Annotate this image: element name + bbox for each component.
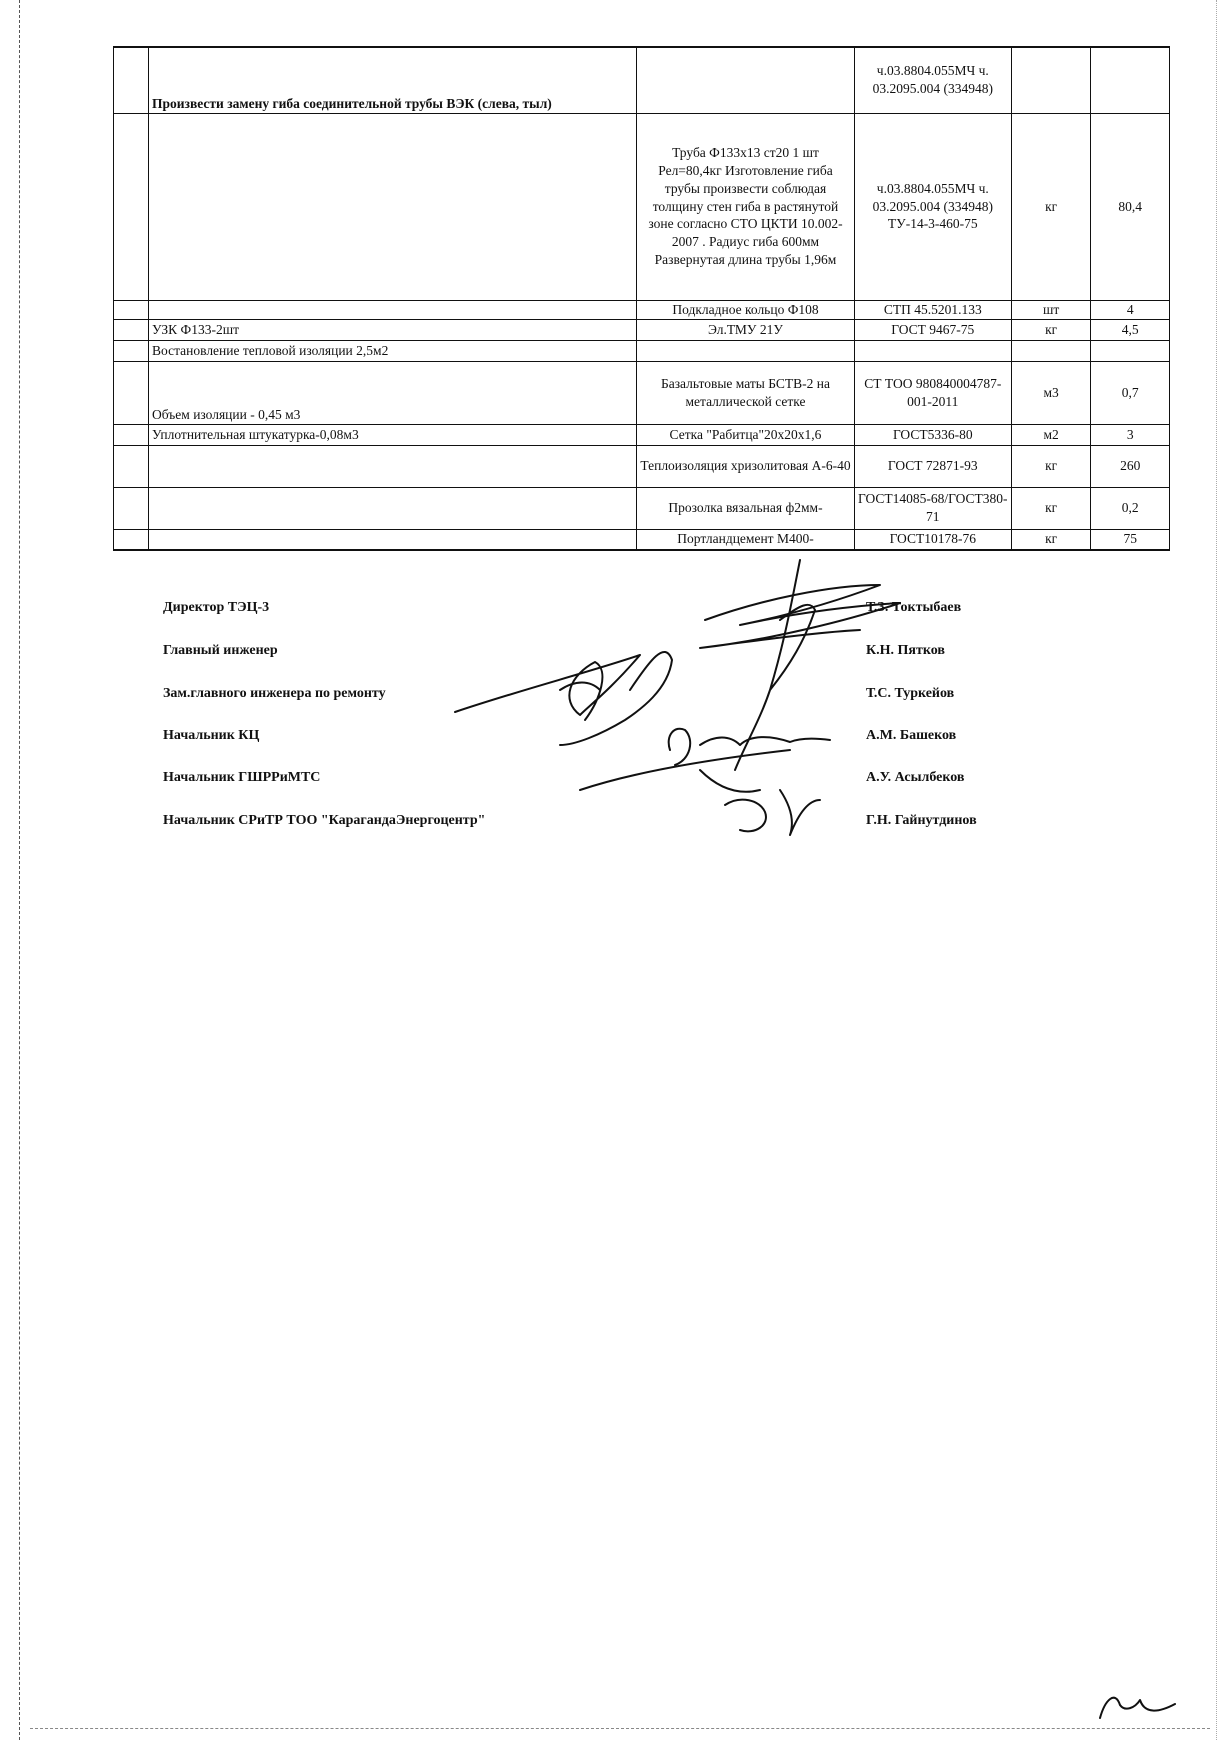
row-number [114,361,149,424]
signature-row [163,728,1013,752]
work-description: Произвести замену гиба соединительной трубы ВЭК (слева, тыл) [149,47,637,113]
table-row [114,113,1170,300]
normative-document: ч.03.8804.055МЧ ч. 03.2095.004 (334948) ТУ-14-3-460-75 [854,113,1011,300]
normative-document: ГОСТ14085-68/ГОСТ380-71 [854,487,1011,529]
material [637,340,855,361]
table-row [114,487,1170,529]
row-number [114,529,149,550]
work-description [149,300,637,319]
signer-name: Т.З. Токтыбаев [866,600,962,615]
unit: кг [1011,319,1091,340]
material: Сетка "Рабитца"20х20х1,6 [637,424,855,445]
signer-role: Начальник КЦ [163,728,260,743]
unit: шт [1011,300,1091,319]
material [637,47,855,113]
material: Подкладное кольцо Ф108 [637,300,855,319]
signer-role: Начальник ГШРРиМТС [163,770,321,785]
normative-document: ГОСТ10178-76 [854,529,1011,550]
material: Теплоизоляция хризолитовая А-6-40 [637,445,855,487]
work-description: Объем изоляции - 0,45 м3 [149,361,637,424]
signer-name: А.У. Асылбеков [866,770,965,785]
signature-row [163,770,1013,794]
row-number [114,300,149,319]
normative-document: ч.03.8804.055МЧ ч. 03.2095.004 (334948) [854,47,1011,113]
signer-role: Начальник СРиТР ТОО "КарагандаЭнергоцентр" [163,813,486,828]
signer-name: Г.Н. Гайнутдинов [866,813,977,828]
quantity [1091,47,1170,113]
row-number [114,47,149,113]
signature-row [163,643,1013,667]
row-number [114,445,149,487]
row-number [114,340,149,361]
work-description [149,529,637,550]
normative-document: ГОСТ 9467-75 [854,319,1011,340]
scan-edge-bottom [30,1728,1210,1729]
work-description: Уплотнительная штукатурка-0,08м3 [149,424,637,445]
initials-mark [1100,1698,1175,1718]
unit: м3 [1011,361,1091,424]
work-description [149,445,637,487]
signer-role: Директор ТЭЦ-3 [163,600,270,615]
scan-edge-right [1216,0,1217,1740]
materials-table [113,46,1170,551]
unit: м2 [1011,424,1091,445]
work-description [149,113,637,300]
unit [1011,340,1091,361]
quantity: 80,4 [1091,113,1170,300]
unit: кг [1011,529,1091,550]
signature-row [163,686,1013,710]
signature-row [163,813,1013,837]
table-row [114,445,1170,487]
signature-row [163,600,1013,624]
unit: кг [1011,113,1091,300]
scan-edge-left [19,0,20,1740]
normative-document: ГОСТ5336-80 [854,424,1011,445]
table-row [114,424,1170,445]
row-number [114,424,149,445]
table-row [114,529,1170,550]
unit: кг [1011,445,1091,487]
material: Прозолка вязальная ф2мм- [637,487,855,529]
quantity: 0,2 [1091,487,1170,529]
quantity: 75 [1091,529,1170,550]
row-number [114,319,149,340]
row-number [114,113,149,300]
work-description [149,487,637,529]
normative-document [854,340,1011,361]
material: Базальтовые маты БСТВ-2 на металлической сетке [637,361,855,424]
work-description: УЗК Ф133-2шт [149,319,637,340]
material: Портландцемент М400- [637,529,855,550]
table-row [114,300,1170,319]
normative-document: ГОСТ 72871-93 [854,445,1011,487]
quantity: 260 [1091,445,1170,487]
table-row [114,361,1170,424]
unit [1011,47,1091,113]
row-number [114,487,149,529]
table-row [114,340,1170,361]
normative-document: СТ ТОО 980840004787-001-2011 [854,361,1011,424]
table-row [114,47,1170,113]
signer-role: Главный инженер [163,643,278,658]
quantity [1091,340,1170,361]
unit: кг [1011,487,1091,529]
signer-role: Зам.главного инженера по ремонту [163,686,386,701]
quantity: 4,5 [1091,319,1170,340]
signer-name: К.Н. Пятков [866,643,945,658]
material: Труба Ф133х13 ст20 1 шт Рел=80,4кг Изготовление гиба трубы произвести соблюдая толщину стен гиба в растянутой зоне согласно СТО ЦКТИ 10.002-2007 . Радиус гиба 600мм Развернутая длина трубы 1,96м [637,113,855,300]
signer-name: Т.С. Туркейов [866,686,955,701]
quantity: 4 [1091,300,1170,319]
material: Эл.ТМУ 21У [637,319,855,340]
normative-document: СТП 45.5201.133 [854,300,1011,319]
signer-name: А.М. Башеков [866,728,957,743]
quantity: 3 [1091,424,1170,445]
quantity: 0,7 [1091,361,1170,424]
work-description: Востановление тепловой изоляции 2,5м2 [149,340,637,361]
table-row [114,319,1170,340]
